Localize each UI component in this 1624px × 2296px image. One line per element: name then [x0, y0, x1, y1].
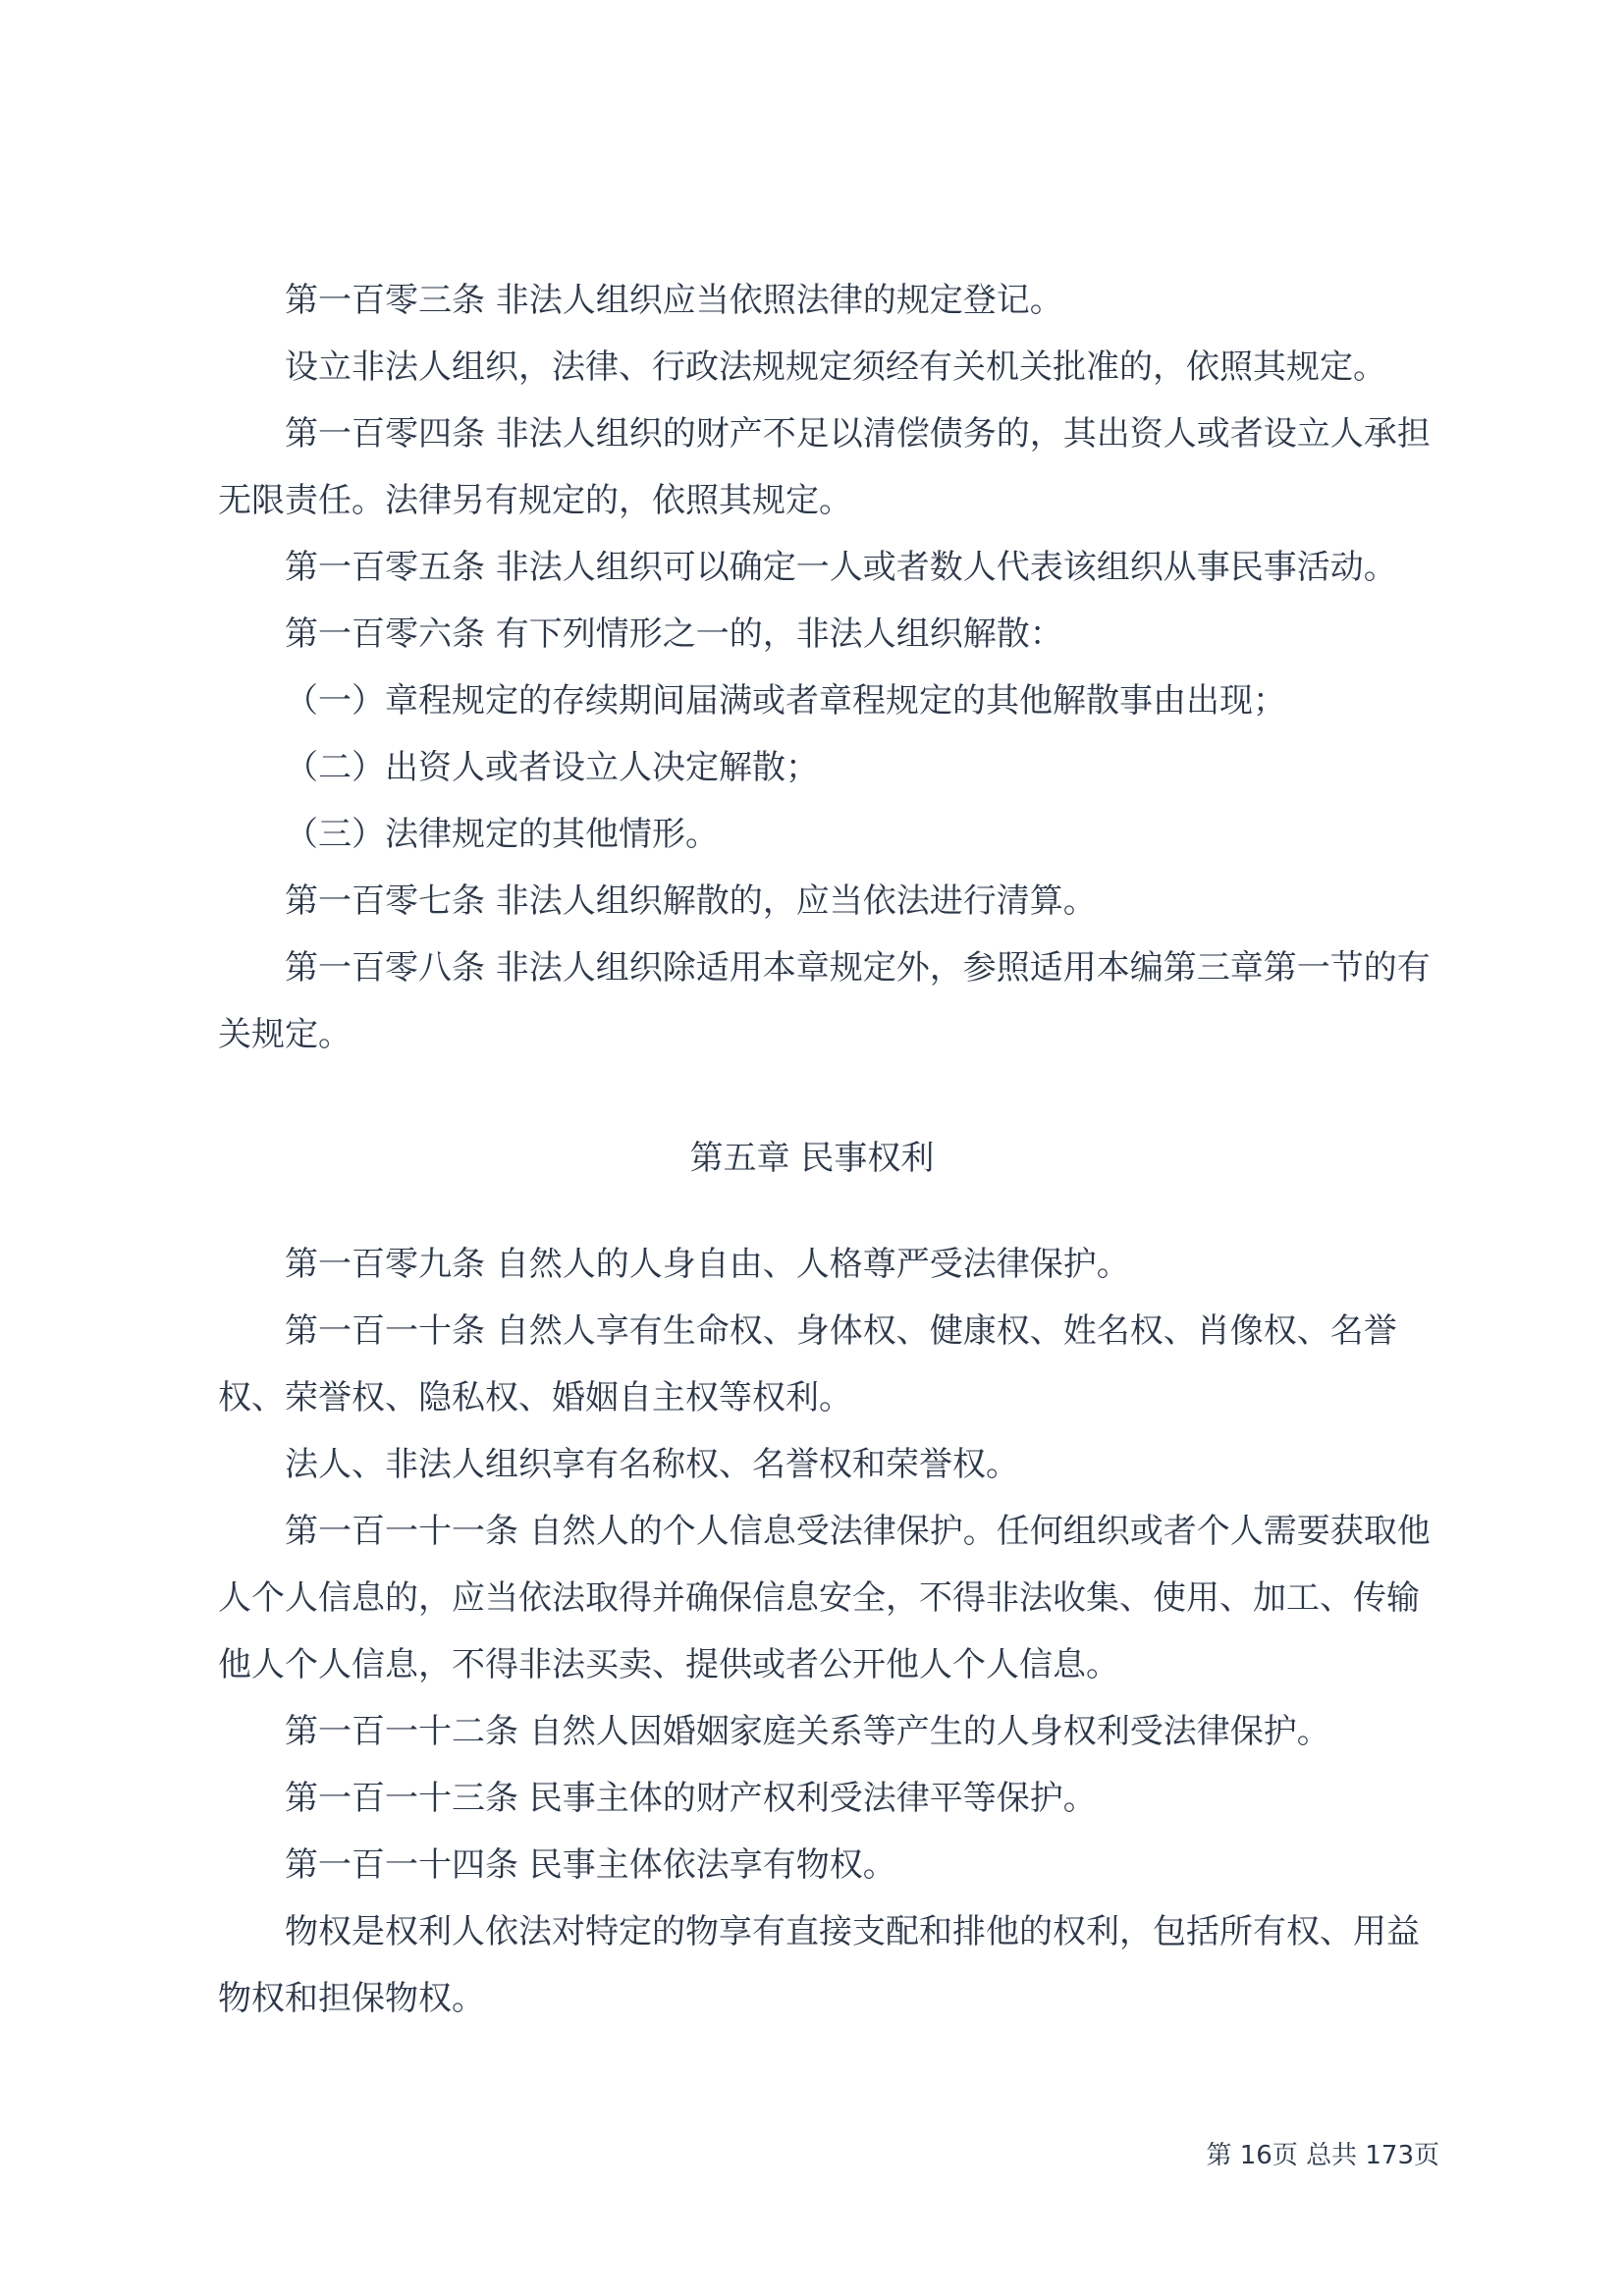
list-item: （二）出资人或者设立人决定解散； [285, 748, 819, 787]
text-line: 物权是权利人依法对特定的物享有直接支配和排他的权利，包括所有权、用益 [285, 1912, 1420, 1951]
text-line: 权、荣誉权、隐私权、婚姻自主权等权利。 [218, 1378, 852, 1417]
page-number: 第 16页 总共 173页 [1206, 2141, 1439, 2170]
text-line: 他人个人信息，不得非法买卖、提供或者公开他人个人信息。 [218, 1645, 1119, 1684]
text-line: 第一百一十二条 自然人因婚姻家庭关系等产生的人身权利受法律保护。 [285, 1712, 1330, 1751]
text-line: 第一百一十三条 民事主体的财产权利受法律平等保护。 [285, 1779, 1097, 1818]
text-line: 第一百零五条 非法人组织可以确定一人或者数人代表该组织从事民事活动。 [285, 548, 1397, 587]
text-line: 关规定。 [218, 1015, 352, 1054]
text-line: 法人、非法人组织享有名称权、名誉权和荣誉权。 [285, 1445, 1019, 1484]
list-item: （一）章程规定的存续期间届满或者章程规定的其他解散事由出现； [285, 681, 1286, 721]
text-line: 人个人信息的，应当依法取得并确保信息安全，不得非法收集、使用、加工、传输 [218, 1578, 1420, 1618]
list-item: （三）法律规定的其他情形。 [285, 815, 719, 854]
text-line: 无限责任。法律另有规定的，依照其规定。 [218, 481, 852, 520]
text-line: 第一百一十四条 民事主体依法享有物权。 [285, 1845, 896, 1885]
text-line: 设立非法人组织，法律、行政法规规定须经有关机关批准的，依照其规定。 [285, 347, 1386, 387]
text-line: 第一百一十条 自然人享有生命权、身体权、健康权、姓名权、肖像权、名誉 [285, 1311, 1397, 1351]
text-line: 第一百零九条 自然人的人身自由、人格尊严受法律保护。 [285, 1245, 1130, 1284]
text-line: 物权和担保物权。 [218, 1979, 485, 2018]
text-line: 第一百零四条 非法人组织的财产不足以清偿债务的，其出资人或者设立人承担 [285, 414, 1431, 454]
text-line: 第一百一十一条 自然人的个人信息受法律保护。任何组织或者个人需要获取他 [285, 1512, 1431, 1551]
text-line: 第一百零七条 非法人组织解散的，应当依法进行清算。 [285, 881, 1097, 921]
text-line: 第一百零三条 非法人组织应当依照法律的规定登记。 [285, 281, 1063, 320]
text-line: 第一百零六条 有下列情形之一的，非法人组织解散： [285, 614, 1063, 654]
chapter-title: 第五章 民事权利 [689, 1139, 935, 1178]
text-line: 第一百零八条 非法人组织除适用本章规定外，参照适用本编第三章第一节的有 [285, 948, 1431, 988]
